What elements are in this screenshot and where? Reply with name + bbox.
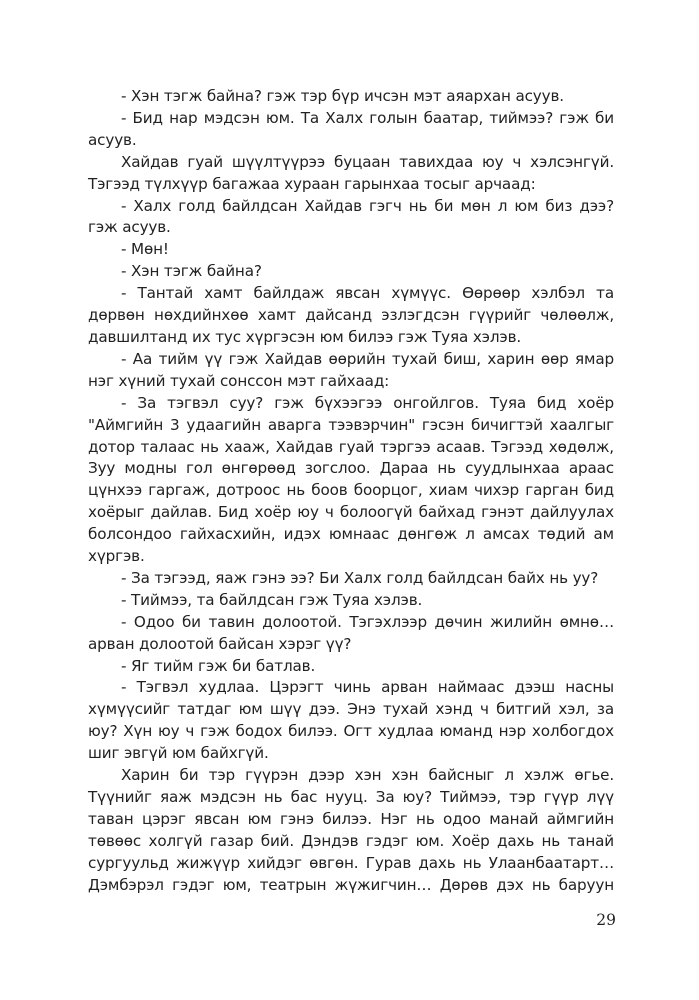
text-line: дотор талаас нь хааж, Хайдав гуай тэргээ асаав. Тэгээд хөдөлж, xyxy=(88,437,614,456)
text-line: хүргэв. xyxy=(88,547,145,566)
text-line: - Халх голд байлдсан Хайдав гэгч нь би мөн л юм биз дээ? xyxy=(121,196,614,215)
text-line: - Хэн тэгж байна? гэж тэр бүр ичсэн мэт аяархан асуув. xyxy=(121,87,564,105)
text-line: шиг эвгүй юм байхгүй. xyxy=(88,744,269,763)
text-line: - Яг тийм гэж би батлав. xyxy=(121,656,316,675)
text-line: - Мөн! xyxy=(121,240,169,259)
text-line: болсондоо гайхасхийн, идэх юмнаас дөнгөж л амсах төдий ам xyxy=(88,525,614,544)
text-line: Дэмбэрэл гэдэг юм, театрын жүжигчин… Дөрөв дэх нь баруун xyxy=(88,875,614,894)
text-line: Хайдав гуай шүүлтүүрээ буцаан тавихдаа юу ч хэлсэнгүй. xyxy=(121,152,614,171)
text-line: таван цэрэг явсан юм гэнэ билээ. Нэг нь одоо манай аймгийн xyxy=(88,809,614,828)
text-line: - За тэгвэл суу? гэж бүхээгээ онгойлгов. Туяа бид хоёр xyxy=(121,393,614,412)
text-line: нэг хүний тухай сонссон мэт гайхаад: xyxy=(88,371,390,390)
text-line: сургуульд жижүүр хийдэг өвгөн. Гурав дахь нь Улаанбаатарт… xyxy=(88,853,614,872)
text-line: Түүнийг яаж мэдсэн нь бас нууц. За юу? Тиймээ, тэр гүүр лүү xyxy=(88,788,614,806)
text-line: асуув. xyxy=(88,130,137,149)
text-line: юу? Хүн юу ч гэж бодох билээ. Огт худлаа юманд нэр холбогдох xyxy=(88,722,614,741)
text-line: - Хэн тэгж байна? xyxy=(121,262,262,281)
text-line: - Тантай хамт байлдаж явсан хүмүүс. Өөрөөр хэлбэл та xyxy=(121,284,614,303)
text-line: Зуу модны гол өнгөрөөд зогслоо. Дараа нь суудлынхаа араас xyxy=(88,459,614,478)
text-line: арван долоотой байсан хэрэг үү? xyxy=(88,634,352,653)
text-line: - Одоо би тавин долоотой. Тэгэхлээр дөчин жилийн өмнө… xyxy=(121,612,614,631)
text-line: - Аа тийм үү гэж Хайдав өөрийн тухай биш, харин өөр ямар xyxy=(121,349,614,368)
page-number: 29 xyxy=(596,911,616,929)
text-line: хүмүүсийг татдаг юм шүү дээ. Энэ тухай хэнд ч битгий хэл, за xyxy=(88,700,614,719)
text-line: - Бид нар мэдсэн юм. Та Халх голын баатар, тиймээ? гэж би xyxy=(121,108,614,127)
text-line: давшилтанд их тус хүргэсэн юм билээ гэж Туяа хэлэв. xyxy=(88,327,522,346)
text-line: гэж асуув. xyxy=(88,218,171,237)
text-line: төвөөс холгүй газар бий. Дэндэв гэдэг юм. Хоёр дахь нь танай xyxy=(88,831,614,850)
text-line: Тэгээд түлхүүр багажаа хураан гарынхаа тосыг арчаад: xyxy=(88,174,536,193)
text-line: дөрвөн нөхдийнхөө хамт дайсанд эзлэгдсэн гүүрийг чөлөөлж, xyxy=(88,306,614,325)
text-line: "Аймгийн 3 удаагийн аварга тээвэрчин" гэсэн бичигтэй хаалгыг xyxy=(88,415,614,434)
body-text xyxy=(88,86,614,897)
text-line: - Тиймээ, та байлдсан гэж Туяа хэлэв. xyxy=(121,590,423,609)
text-line: хоёрыг дайлав. Бид хоёр юу ч болоогүй байхад гэнэт дайлуулах xyxy=(88,503,614,522)
text-line: цүнхээ гаргаж, дотроос нь боов боорцог, хиам чихэр гарган бид xyxy=(88,481,614,500)
text-line: Харин би тэр гүүрэн дээр хэн хэн байсныг л хэлж өгье. xyxy=(121,766,614,785)
text-line: - Тэгвэл худлаа. Цэрэгт чинь арван наймаас дээш насны xyxy=(121,678,614,697)
text-line: - За тэгээд, яаж гэнэ ээ? Би Халх голд байлдсан байх нь уу? xyxy=(121,568,599,587)
